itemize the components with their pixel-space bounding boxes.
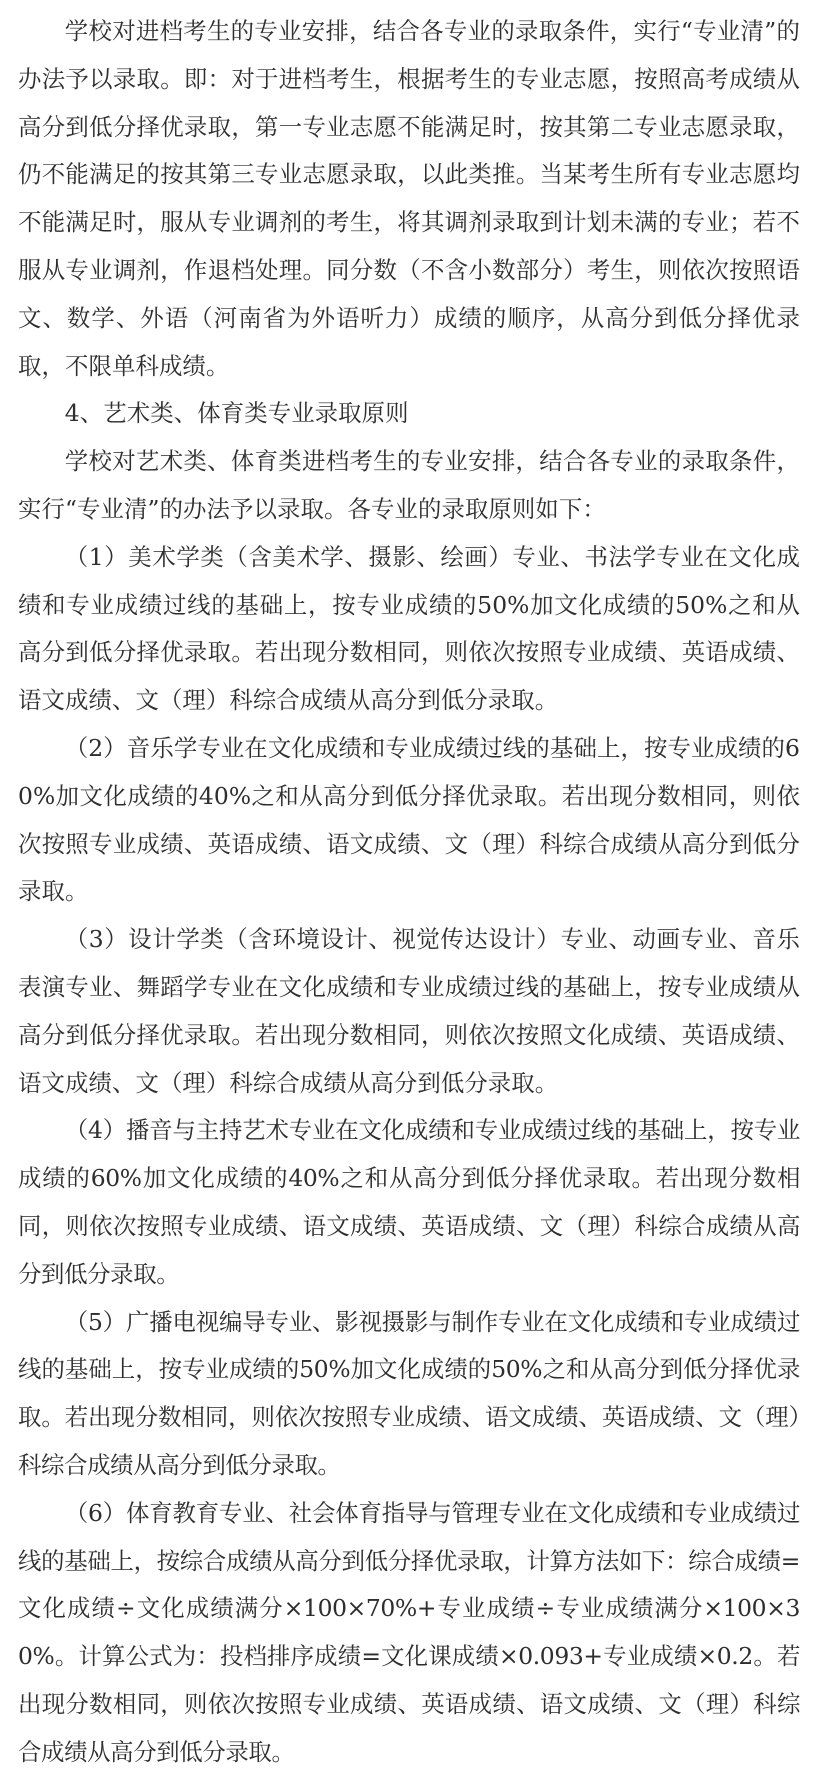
paragraph-item-5-radio-tv-directing: （5）广播电视编导专业、影视摄影与制作专业在文化成绩和专业成绩过线的基础上，按专业成绩的50%加文化成绩的50%之和从高分到低分择优录取。若出现分数相同，则依次按照专业成绩、语文成绩、英语成绩、文（理）科综合成绩从高分到低分录取。: [18, 1307, 800, 1479]
paragraph-item-6-physical-education: （6）体育教育专业、社会体育指导与管理专业在文化成绩和专业成绩过线的基础上，按综合成绩从高分到低分择优录取，计算方法如下：综合成绩=文化成绩÷文化成绩满分×100×70%+专业成绩÷专业成绩满分×100×30%。计算公式为：投档排序成绩=文化课成绩×0.093+专业成绩×0.2。若出现分数相同，则依次按照专业成绩、英语成绩、语文成绩、文（理）科综合成绩从高分到低分录取。: [18, 1498, 800, 1766]
section-heading-4: 4、艺术类、体育类专业录取原则: [64, 399, 409, 428]
paragraph-art-sports-intro: 学校对艺术类、体育类进档考生的专业安排，结合各专业的录取条件，实行“专业清”的办法予以录取。各专业的录取原则如下：: [18, 447, 800, 523]
paragraph-item-1-fine-arts: （1）美术学类（含美术学、摄影、绘画）专业、书法学专业在文化成绩和专业成绩过线的基础上，按专业成绩的50%加文化成绩的50%之和从高分到低分择优录取。若出现分数相同，则依次按照专业成绩、英语成绩、语文成绩、文（理）科综合成绩从高分到低分录取。: [18, 542, 800, 715]
paragraph-major-assignment: 学校对进档考生的专业安排，结合各专业的录取条件，实行“专业清”的办法予以录取。即：对于进档考生，根据考生的专业志愿，按照高考成绩从高分到低分择优录取，第一专业志愿不能满足时，按其第二专业志愿录取，仍不能满足的按其第三专业志愿录取，以此类推。当某考生所有专业志愿均不能满足时，服从专业调剂的考生，将其调剂录取到计划未满的专业；若不服从专业调剂，作退档处理。同分数（不含小数部分）考生，则依次按照语文、数学、外语（河南省为外语听力）成绩的顺序，从高分到低分择优录取，不限单科成绩。: [18, 17, 800, 380]
paragraph-item-3-design: （3）设计学类（含环境设计、视觉传达设计）专业、动画专业、音乐表演专业、舞蹈学专业在文化成绩和专业成绩过线的基础上，按专业成绩从高分到低分择优录取。若出现分数相同，则依次按照文化成绩、英语成绩、语文成绩、文（理）科综合成绩从高分到低分录取。: [18, 925, 800, 1097]
paragraph-item-4-broadcasting: （4）播音与主持艺术专业在文化成绩和专业成绩过线的基础上，按专业成绩的60%加文化成绩的40%之和从高分到低分择优录取。若出现分数相同，则依次按照专业成绩、语文成绩、英语成绩、文（理）科综合成绩从高分到低分录取。: [18, 1116, 800, 1288]
paragraph-item-2-musicology: （2）音乐学专业在文化成绩和专业成绩过线的基础上，按专业成绩的60%加文化成绩的40%之和从高分到低分择优录取。若出现分数相同，则依次按照专业成绩、英语成绩、语文成绩、文（理）科综合成绩从高分到低分录取。: [18, 733, 800, 906]
document-body: [18, 8, 800, 1776]
